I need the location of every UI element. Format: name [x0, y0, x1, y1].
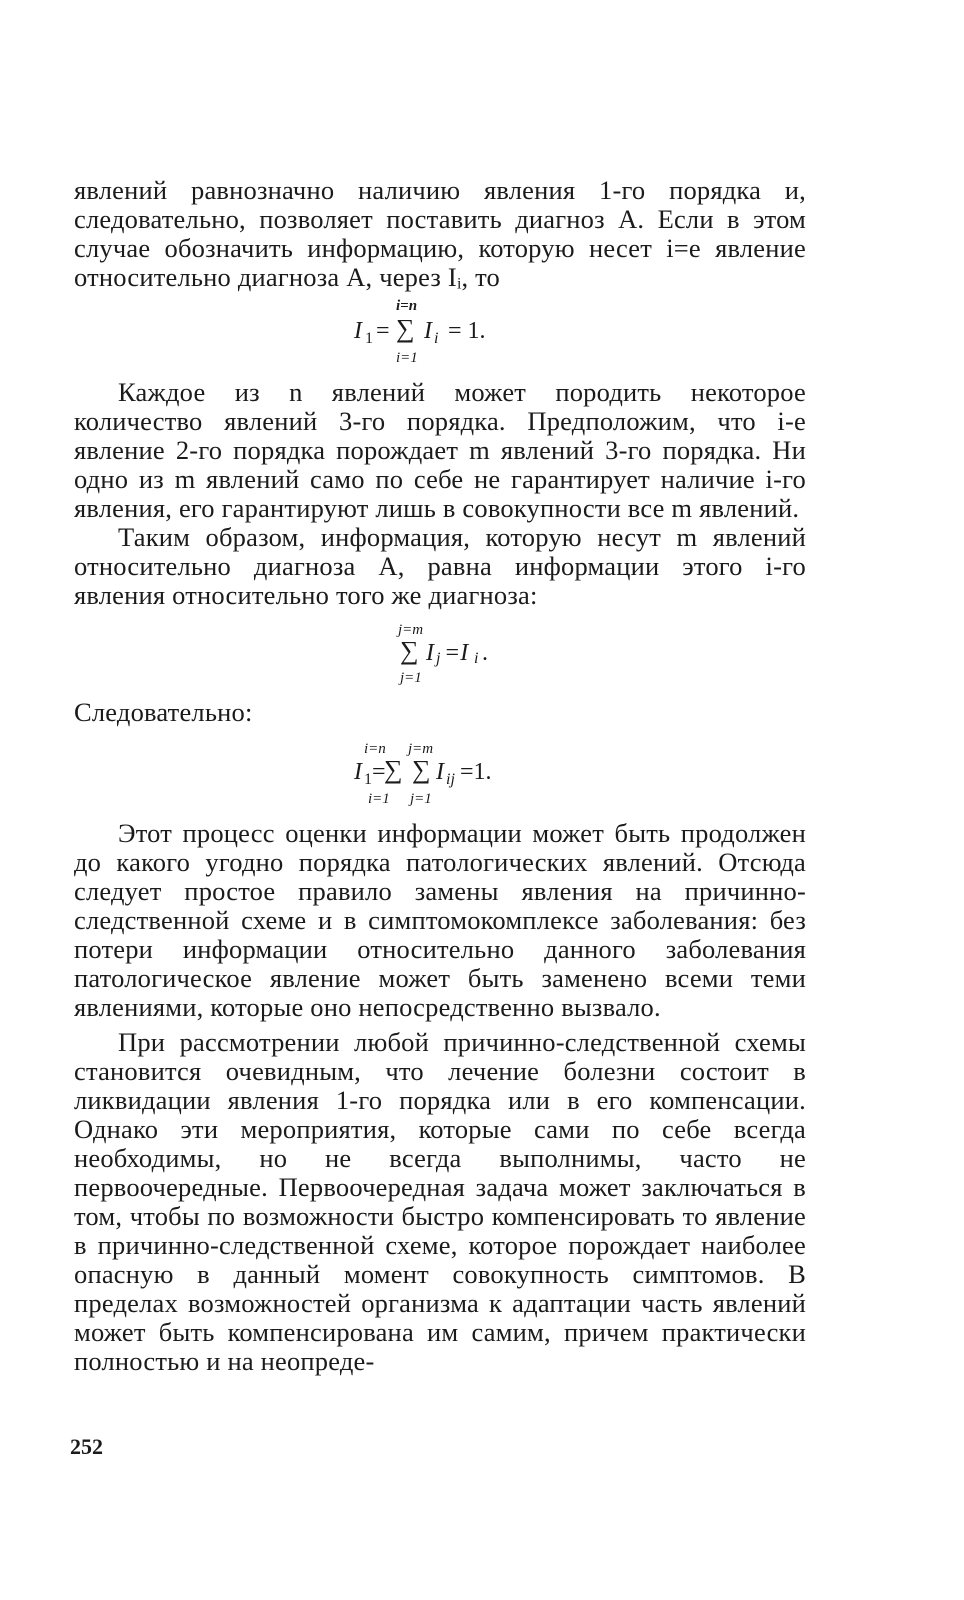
- formula-3-lower-limit-j: j=1: [410, 791, 432, 807]
- formula-3-lower-limit-i: i=1: [368, 791, 390, 807]
- paragraph-4: Следовательно:: [74, 697, 253, 727]
- formula-1-term-sub: i: [434, 330, 439, 347]
- formula-1-upper-limit: i=n: [396, 298, 418, 314]
- formula-3-equals: =: [372, 759, 386, 785]
- formula-2-upper-limit: j=m: [398, 622, 424, 638]
- formula-1-equals: =: [376, 318, 390, 344]
- formula-2-end: .: [482, 640, 488, 666]
- formula-2-rhs: =I: [444, 640, 469, 666]
- formula-1-term: I: [424, 318, 432, 344]
- formula-3-lhs: I: [354, 759, 362, 785]
- formula-1-lower-limit: i=1: [396, 350, 418, 366]
- formula-3: [74, 727, 806, 819]
- formula-2: [74, 610, 806, 698]
- page-body: [74, 176, 806, 1376]
- formula-3-term: I: [436, 759, 444, 785]
- formula-2-term-sub: j: [436, 650, 441, 667]
- formula-3-sigma-i: ∑: [384, 755, 403, 784]
- paragraph-6: При рассмотрении любой причинно-следственной схемы становится очевидным, что лечение болезни состоит в ликвидации явления 1-го порядка или в его компенсации. Однако эти мероприятия, которые сами по себе всегда необходимы, но не всегда выполнимы, часто не первоочередные. Первоочередная задача может заключаться в том, чтобы по возможности быстро компенсировать то явление в причинно-следственной схеме, которое порождает наиболее опасную в данный момент совокупность симптомов. В пределах возможностей организма к адаптации часть явлений может быть компенсирована им самим, причем практически полностью и на неопреде-: [74, 1027, 806, 1376]
- formula-1-rhs: = 1.: [448, 318, 486, 344]
- formula-2-sigma: ∑: [400, 636, 419, 665]
- formula-3-upper-limit-i: i=n: [364, 741, 386, 757]
- paragraph-5: Этот процесс оценки информации может быть продолжен до какого угодно порядка патологических явлений. Отсюда следует простое правило замены явления на причинно-следственной схеме и в симптомокомплексе заболевания: без потери информации относительно данного заболевания патологическое явление может быть заменено всеми теми явлениями, которые оно непосредственно вызвало.: [74, 818, 806, 1022]
- paragraph-2: Каждое из n явлений может породить некоторое количество явлений 3-го порядка. Предположим, что i-е явление 2-го порядка порождает m явлений 3-го порядка. Ни одно из m явлений само по себе не гарантирует наличие i-го явления, его гарантируют лишь в совокупности все m явлений.: [74, 377, 806, 523]
- formula-1-lhs-sub: 1: [365, 330, 373, 347]
- page-number: 252: [70, 1434, 103, 1459]
- formula-1: [74, 292, 806, 378]
- paragraph-3: Таким образом, информация, которую несут m явлений относительно диагноза A, равна информации этого i-го явления относительно того же диагноза:: [74, 522, 806, 610]
- formula-2-rhs-sub: i: [474, 650, 479, 667]
- formula-3-rhs: =1.: [460, 759, 492, 785]
- formula-3-upper-limit-j: j=m: [408, 741, 434, 757]
- formula-3-sigma-j: ∑: [412, 755, 431, 784]
- paragraph-1: явлений равнозначно наличию явления 1-го порядка и, следовательно, позволяет поставить диагноз A. Если в этом случае обозначить информацию, которую несет i=е явление относительно диагноза A, через Iᵢ, то: [74, 175, 806, 292]
- formula-2-term: I: [426, 640, 434, 666]
- formula-1-sigma: ∑: [396, 314, 415, 343]
- formula-1-lhs: I: [354, 318, 362, 344]
- formula-3-term-sub: ij: [446, 771, 455, 788]
- formula-2-lower-limit: j=1: [400, 670, 422, 686]
- formula-3-lhs-sub: 1: [364, 771, 372, 788]
